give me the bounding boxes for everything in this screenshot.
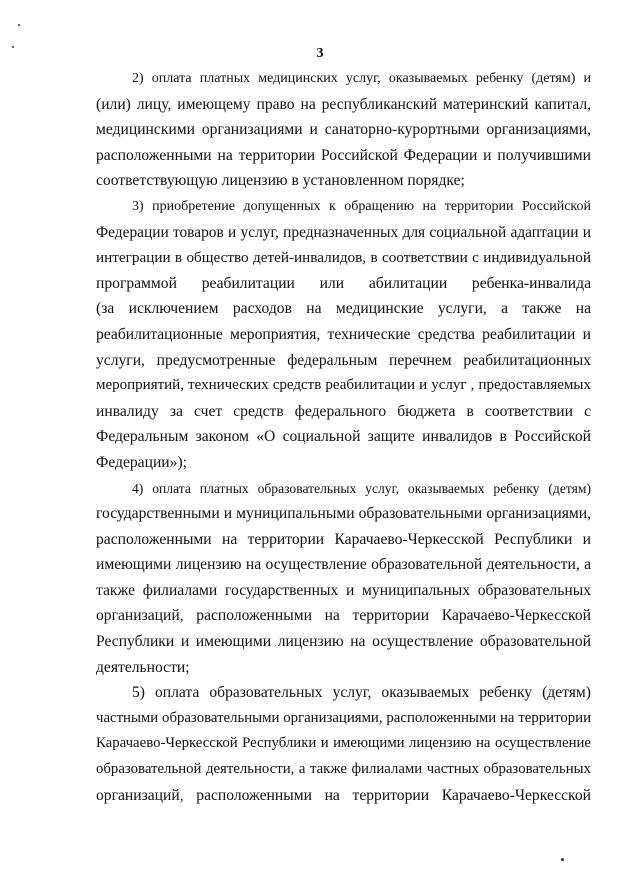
text-line: деятельности; bbox=[96, 658, 190, 676]
text-line: имеющими лицензию на осуществление образовательной деятельности, а bbox=[96, 556, 591, 574]
text-line: организаций, расположенными на территории Карачаево-Черкесской bbox=[96, 786, 591, 804]
text-line: Федеральным законом «О социальной защите инвалидов в Российской bbox=[96, 428, 591, 446]
text-line: (или) лицу, имеющему право на республиканский материнский капитал, bbox=[96, 95, 591, 113]
text-line: частными образовательными организациями, расположенными на территории bbox=[96, 709, 591, 726]
text-line: 3) приобретение допущенных к обращению на территории Российской bbox=[132, 198, 591, 214]
text-line: программой реабилитации или абилитации ребенка-инвалида bbox=[96, 274, 591, 292]
text-line: мероприятий, технических средств реабилитации и услуг , предоставляемых bbox=[96, 377, 591, 394]
text-line: (за исключением расходов на медицинские услуги, а также на bbox=[96, 300, 591, 318]
text-line: Федерации»); bbox=[96, 453, 187, 471]
text-line: услуги, предусмотренные федеральным перечнем реабилитационных bbox=[96, 351, 591, 369]
text-line: расположенными на территории Российской Федерации и получившими bbox=[96, 146, 591, 164]
paragraph-item-4 bbox=[96, 476, 591, 681]
paragraph-item-3 bbox=[96, 194, 591, 476]
text-line: реабилитационные мероприятия, технические средства реабилитации и bbox=[96, 325, 591, 343]
scan-speck bbox=[18, 24, 20, 26]
text-line: также филиалами государственных и муниципальных образовательных bbox=[96, 581, 591, 599]
text-line: медицинскими организациями и санаторно-курортными организациями, bbox=[96, 121, 591, 139]
paragraph-item-2 bbox=[96, 66, 591, 194]
text-line: Карачаево-Черкесской Республики и имеющими лицензию на осуществление bbox=[96, 735, 591, 752]
text-line: интеграции в общество детей-инвалидов, в соответствии с индивидуальной bbox=[96, 249, 591, 267]
page-number: 3 bbox=[316, 46, 324, 61]
text-line: 2) оплата платных медицинских услуг, оказываемых ребенку (детям) и bbox=[132, 71, 591, 86]
text-line: Республики и имеющими лицензию на осуществление образовательной bbox=[96, 633, 591, 651]
text-line: 4) оплата платных образовательных услуг, оказываемых ребенку (детям) bbox=[132, 480, 591, 496]
text-line: Федерации товаров и услуг, предназначенных для социальной адаптации и bbox=[96, 223, 591, 241]
text-line: государственными и муниципальными образовательными организациями, bbox=[96, 505, 591, 523]
text-line: инвалиду за счет средств федерального бюджета в соответствии с bbox=[96, 402, 591, 420]
text-line: 5) оплата образовательных услуг, оказываемых ребенку (детям) bbox=[132, 684, 591, 702]
document-body bbox=[96, 66, 591, 808]
paragraph-item-5 bbox=[96, 680, 591, 808]
text-line: образовательной деятельности, а также филиалами частных образовательных bbox=[96, 761, 591, 778]
scan-speck bbox=[561, 858, 564, 861]
text-line: соответствующую лицензию в установленном порядке; bbox=[96, 172, 465, 190]
text-line: организаций, расположенными на территории Карачаево-Черкесской bbox=[96, 607, 591, 625]
text-line: расположенными на территории Карачаево-Черкесской Республики и bbox=[96, 530, 591, 548]
